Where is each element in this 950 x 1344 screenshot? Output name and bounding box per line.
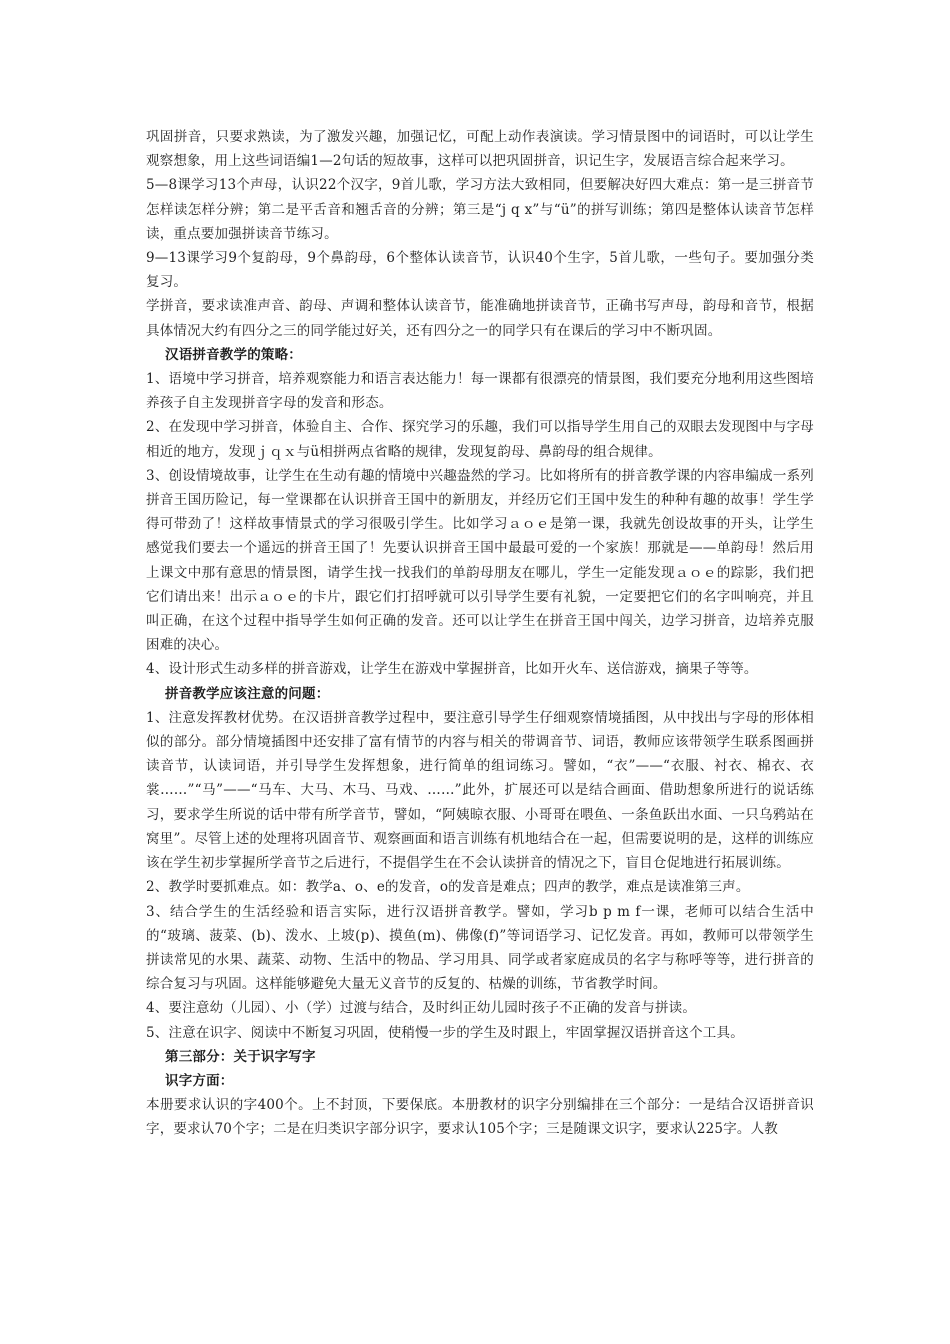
- paragraph-issue-1: 1、注意发挥教材优势。在汉语拼音教学过程中，要注意引导学生仔细观察情境插图，从中找出与字母的形体相似的部分。部分情境插图中还安排了富有情节的内容与相关的带调音节、词语，教师应该带领学生联系图画拼读音节，认读词语，并引导学生发挥想象，进行简单的组词练习。譬如，“衣”——“衣服、衬衣、棉衣、衣裳……”“马”——“马车、大马、木马、马戏、……”此外，扩展还可以是结合画面、借助想象所进行的说话练习，要求学生所说的话中带有所学音节，譬如，“阿姨晾衣服、小哥哥在喂鱼、一条鱼跃出水面、一只乌鸦站在窝里”。尽管上述的处理将巩固音节、观察画面和语言训练有机地结合在一起，但需要说明的是，这样的训练应该在学生初步掌握所学音节之后进行，不提倡学生在不会认读拼音的情况之下，盲目仓促地进行拓展训练。: [146, 709, 814, 872]
- paragraph-issue-4: 4、要注意幼（儿园）、小（学）过渡与结合，及时纠正幼儿园时孩子不正确的发音与拼读。: [146, 1000, 697, 1017]
- heading-part-three: 第三部分：关于识字写字: [165, 1048, 316, 1065]
- paragraph-pinyin-requirements: 学拼音，要求读准声音、韵母、声调和整体认读音节，能准确地拼读音节，正确书写声母，韵母和音节，根据具体情况大约有四分之三的同学能过好关，还有四分之一的同学只有在课后的学习中不断巩固。: [146, 298, 814, 339]
- paragraph-lessons-5-8: 5—8课学习13个声母，认识22个汉字，9首儿歌，学习方法大致相同，但要解决好四大难点：第一是三拼音节怎样读怎样分辨；第二是平舌音和翘舌音的分辨；第三是“j q x”与“ü”的拼写训练；第四是整体认读音节怎样读，重点要加强拼读音节练习。: [146, 177, 814, 242]
- paragraph-issue-5: 5、注意在识字、阅读中不断复习巩固，使稍慢一步的学生及时跟上，牢固掌握汉语拼音这个工具。: [146, 1024, 744, 1041]
- heading-teaching-issues: 拼音教学应该注意的问题：: [165, 685, 330, 702]
- paragraph-issue-3: 3、结合学生的生活经验和语言实际，进行汉语拼音教学。譬如，学习b p m f一课，老师可以结合生活中的“玻璃、菠菜、(b)、泼水、上坡(p)、摸鱼(m)、佛像(f)”等词语学习、记忆发音。再如，教师可以带领学生拼读常见的水果、蔬菜、动物、生活中的物品、学习用具、同学或者家庭成员的名字与称呼等等，进行拼音的综合复习与巩固。这样能够避免大量无义音节的反复的、枯燥的训练，节省教学时间。: [146, 903, 814, 993]
- paragraph-pinyin-review: 巩固拼音，只要求熟读，为了激发兴趣，加强记忆，可配上动作表演读。学习情景图中的词语时，可以让学生观察想象，用上这些词语编1—2句话的短故事，这样可以把巩固拼音，识记生字，发展语言综合起来学习。: [146, 129, 814, 170]
- heading-teaching-strategies: 汉语拼音教学的策略：: [165, 346, 302, 363]
- paragraph-lessons-9-13: 9—13课学习9个复韵母，9个鼻韵母，6个整体认读音节，认识40个生字，5首儿歌，一些句子。要加强分类复习。: [146, 250, 814, 291]
- paragraph-strategy-2: 2、在发现中学习拼音，体验自主、合作、探究学习的乐趣，我们可以指导学生用自己的双眼去发现图中与字母相近的地方，发现ｊｑｘ与ü相拼两点省略的规律，发现复韵母、鼻韵母的组合规律。: [146, 419, 814, 460]
- paragraph-strategy-1: 1、语境中学习拼音，培养观察能力和语言表达能力！每一课都有很漂亮的情景图，我们要充分地利用这些图培养孩子自主发现拼音字母的发音和形态。: [146, 371, 814, 412]
- heading-literacy: 识字方面：: [165, 1072, 234, 1089]
- document-body: [146, 125, 814, 1142]
- paragraph-issue-2: 2、教学时要抓难点。如：教学a、o、e的发音，o的发音是难点；四声的教学，难点是读准第三声。: [146, 879, 750, 896]
- paragraph-literacy-requirements: 本册要求认识的字400个。上不封顶，下要保底。本册教材的识字分别编排在三个部分：一是结合汉语拼音识字，要求认70个字；二是在归类识字部分识字，要求认105个字；三是随课文识字，要求认225字。人教: [146, 1097, 814, 1138]
- paragraph-strategy-4: 4、设计形式生动多样的拼音游戏，让学生在游戏中掌握拼音，比如开火车、送信游戏，摘果子等等。: [146, 661, 758, 678]
- paragraph-strategy-3: 3、创设情境故事，让学生在生动有趣的情境中兴趣盎然的学习。比如将所有的拼音教学课的内容串编成一系列拼音王国历险记，每一堂课都在认识拼音王国中的新朋友，并经历它们王国中发生的种种有趣的故事！学生学得可带劲了！这样故事情景式的学习很吸引学生。比如学习ａｏｅ是第一课，我就先创设故事的开头，让学生感觉我们要去一个遥远的拼音王国了！先要认识拼音王国中最最可爱的一个家族！那就是——单韵母！然后用上课文中那有意思的情景图，请学生找一找我们的单韵母朋友在哪儿，学生一定能发现ａｏｅ的踪影，我们把它们请出来！出示ａｏｅ的卡片，跟它们打招呼就可以引导学生要有礼貌，一定要把它们的名字叫响亮，并且叫正确，在这个过程中指导学生如何正确的发音。还可以让学生在拼音王国中闯关，边学习拼音，边培养克服困难的决心。: [146, 467, 814, 654]
